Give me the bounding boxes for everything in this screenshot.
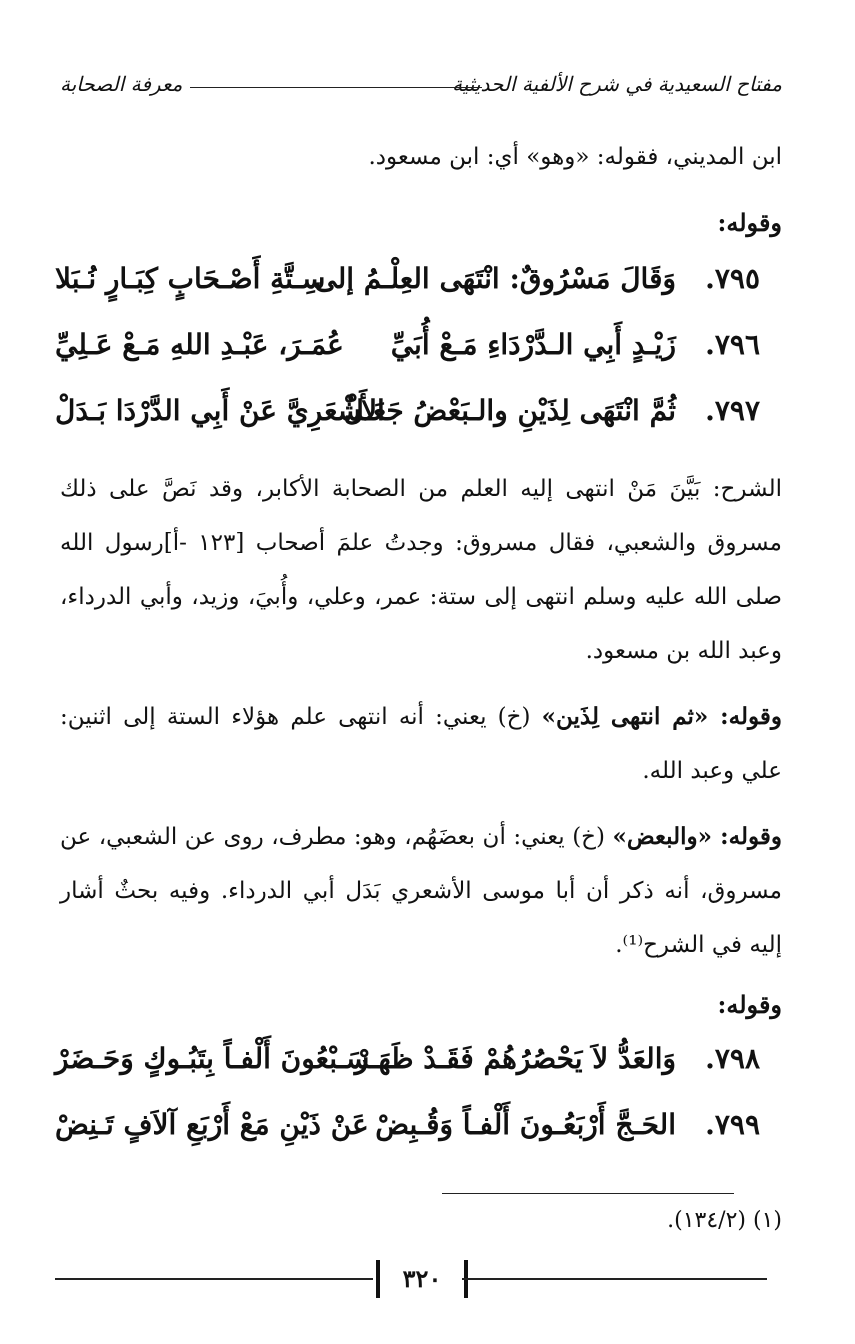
verse-second-hemistich: عُمَـرَ، عَبْـدِ اللهِ مَـعْ عَـلِيِّ <box>55 328 344 361</box>
footnote-separator <box>442 1193 734 1194</box>
verse-number: ٧٩٨. <box>705 1042 760 1075</box>
verse-number: ٧٩٦. <box>705 328 760 361</box>
verse-first-hemistich: وَالعَدُّ لاَ يَحْصُرُهُمْ فَقَـدْ ظَهَـرْ <box>354 1042 676 1075</box>
explanation-text: (خ) يعني: أنه انتهى علم هؤلاء الستة إلى اثنين: علي وعبد الله. <box>60 704 782 784</box>
paragraph-note-2 <box>60 810 782 972</box>
verse-line <box>55 1108 760 1158</box>
verse-number: ٧٩٧. <box>705 394 760 427</box>
page-number: ٣٢٠ <box>376 1260 468 1298</box>
quoted-phrase: وقوله: «والبعض» <box>612 823 782 850</box>
running-header <box>60 72 782 102</box>
verse-first-hemistich: الحَـجَّ أَرْبَعُـونَ أَلْفـاً وَقُـبِضْ <box>375 1108 676 1141</box>
verse-first-hemistich: ثُمَّ انْتَهَى لِذَيْنِ والـبَعْضُ جَعَـلْ <box>343 394 676 427</box>
verse-second-hemistich: سَـبْعُونَ أَلْفـاً بِتَبُـوكٍ وَحَـضَرْ <box>55 1042 370 1075</box>
verse-first-hemistich: زَيْـدٍ أَبِي الـدَّرْدَاءِ مَـعْ أُبَيِّ <box>390 328 676 361</box>
footer-rule-left <box>55 1278 373 1280</box>
explanation-text: (خ) يعني: أن بعضَهُم، وهو: مطرف، روى عن الشعبي، عن مسروق، أنه ذكر أن أبا موسى الأشعري بَدَل أبي الدرداء. وفيه بحثٌ أشار إليه في الشرح⁽¹⁾. <box>60 824 782 958</box>
book-title: مفتاح السعيدية في شرح الألفية الحديثية <box>452 72 782 96</box>
paragraph-commentary: الشرح: بَيَّنَ مَنْ انتهى إليه العلم من الصحابة الأكابر، وقد نَصَّ على ذلك مسروق والشعبي، فقال مسروق: وجدتُ علمَ أصحاب [١٢٣ -أ]رسول الله صلى الله عليه وسلم انتهى إلى ستة: عمر، وعلي، وأُبيَ، وزيد، وأبي الدرداء، وعبد الله بن مسعود. <box>60 476 783 664</box>
verse-first-hemistich: وَقَالَ مَسْرُوقٌ: انْتَهَى العِلْـمُ إلى <box>314 262 676 295</box>
header-divider <box>190 87 482 88</box>
verse-line <box>55 328 760 378</box>
verse-line <box>55 262 760 312</box>
verse-number: ٧٩٩. <box>705 1108 760 1141</box>
footer-rule-right <box>462 1278 767 1280</box>
verse-second-hemistich: الأَشْعَرِيَّ عَنْ أَبِي الدَّرْدَا بَـدَلْ <box>55 394 385 427</box>
paragraph-note-1 <box>60 690 782 798</box>
footnote: (١) (١٣٤/٢). <box>667 1208 782 1233</box>
verse-line <box>55 1042 760 1092</box>
verse-number: ٧٩٥. <box>705 262 760 295</box>
verse-label: وقوله: <box>717 208 782 237</box>
verse-line <box>55 394 760 444</box>
verse-second-hemistich: سِـتَّةِ أَصْـحَابٍ كِبَـارٍ نُـبَلا <box>55 262 326 295</box>
chapter-title: معرفة الصحابة <box>60 72 183 96</box>
verse-second-hemistich: عَنْ ذَيْنِ مَعْ أَرْبَعِ آلاَفٍ تَـنِضْ <box>55 1108 369 1141</box>
quoted-phrase: وقوله: «ثم انتهى لِذَين» <box>541 703 782 730</box>
paragraph-intro: ابن المديني، فقوله: «وهو» أي: ابن مسعود. <box>368 144 782 170</box>
verse-label: وقوله: <box>717 990 782 1019</box>
